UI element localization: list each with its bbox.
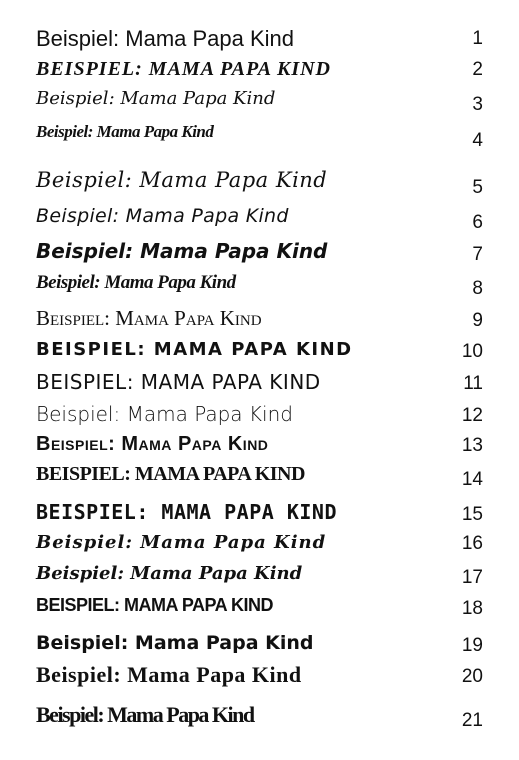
font-sample-number: 3 (472, 94, 483, 115)
font-sample-number: 13 (461, 435, 483, 456)
font-sample-text: Beispiel: Mama Papa Kind (36, 702, 254, 727)
font-sample-number: 14 (461, 469, 483, 490)
font-sample-text: Beispiel: Mama Papa Kind (36, 433, 269, 455)
font-sample-text: Beispiel: Mama Papa Kind (36, 239, 328, 263)
font-sample-text: Beispiel: Mama Papa Kind (36, 402, 293, 426)
font-sample-number: 1 (472, 28, 483, 49)
font-sample-number: 12 (461, 405, 483, 426)
font-sample-row (0, 339, 519, 371)
font-sample-text: BEISPIEL: MAMA PAPA KIND (36, 463, 305, 485)
font-sample-number: 20 (461, 666, 483, 687)
font-sample-row (0, 205, 519, 237)
font-sample-number: 11 (463, 373, 483, 394)
font-sample-number: 19 (461, 635, 483, 656)
font-sample-number: 18 (461, 598, 483, 619)
font-sample-text: Beispiel: Mama Papa Kind (36, 632, 314, 654)
font-sample-row (0, 168, 519, 200)
font-sample-text: Beispiel: Mama Papa Kind (36, 168, 328, 192)
font-sample-row (0, 402, 519, 434)
font-sample-text: BEISPIEL: MAMA PAPA KIND (36, 500, 337, 524)
font-sample-row (0, 563, 519, 595)
font-sample-number: 9 (472, 310, 483, 331)
font-sample-row (0, 462, 519, 494)
font-sample-text: Beispiel: Mama Papa Kind (36, 205, 289, 227)
font-sample-number: 2 (472, 59, 483, 80)
font-sample-row (0, 88, 519, 120)
font-sample-row (0, 26, 519, 58)
font-sample-row (0, 306, 519, 338)
font-sample-number: 10 (461, 341, 483, 362)
font-sample-row (0, 57, 519, 89)
font-sample-row (0, 632, 519, 664)
font-sample-row (0, 662, 519, 694)
font-sample-text: Beispiel: Mama Papa Kind (36, 272, 236, 293)
font-sample-text: Beispiel: Mama Papa Kind (36, 88, 276, 109)
font-sample-number: 4 (472, 130, 483, 151)
font-sample-row (0, 239, 519, 271)
font-sample-row (0, 121, 519, 153)
font-sample-row (0, 432, 519, 464)
font-sample-number: 21 (461, 710, 483, 731)
font-sample-number: 8 (472, 278, 483, 299)
font-sample-number: 5 (472, 177, 483, 198)
font-sample-text: Beispiel: Mama Papa Kind (36, 532, 327, 553)
font-sample-row (0, 702, 519, 734)
font-sample-number: 6 (472, 212, 483, 233)
font-sample-number: 15 (461, 504, 483, 525)
font-sample-text: Beispiel: Mama Papa Kind (36, 306, 262, 330)
font-sample-text: Beispiel: Mama Papa Kind (36, 563, 303, 584)
font-sample-number: 7 (472, 244, 483, 265)
font-sample-text: BEISPIEL: MAMA PAPA KIND (36, 58, 331, 80)
font-sample-text: Beispiel: Mama Papa Kind (36, 122, 214, 141)
font-sample-number: 16 (461, 533, 483, 554)
font-sample-row (0, 271, 519, 303)
font-sample-text: Beispiel: Mama Papa Kind (36, 26, 295, 51)
font-sample-row (0, 500, 519, 532)
font-sample-row (0, 532, 519, 564)
font-sample-number: 17 (461, 567, 483, 588)
font-sample-text: BEISPIEL: MAMA PAPA KIND (36, 595, 274, 615)
font-sample-text: BEISPIEL: MAMA PAPA KIND (36, 370, 321, 394)
font-sample-row (0, 370, 519, 402)
font-sample-text: BEISPIEL: MAMA PAPA KIND (36, 339, 353, 360)
font-sample-text: Beispiel: Mama Papa Kind (36, 662, 302, 687)
font-sample-row (0, 594, 519, 626)
